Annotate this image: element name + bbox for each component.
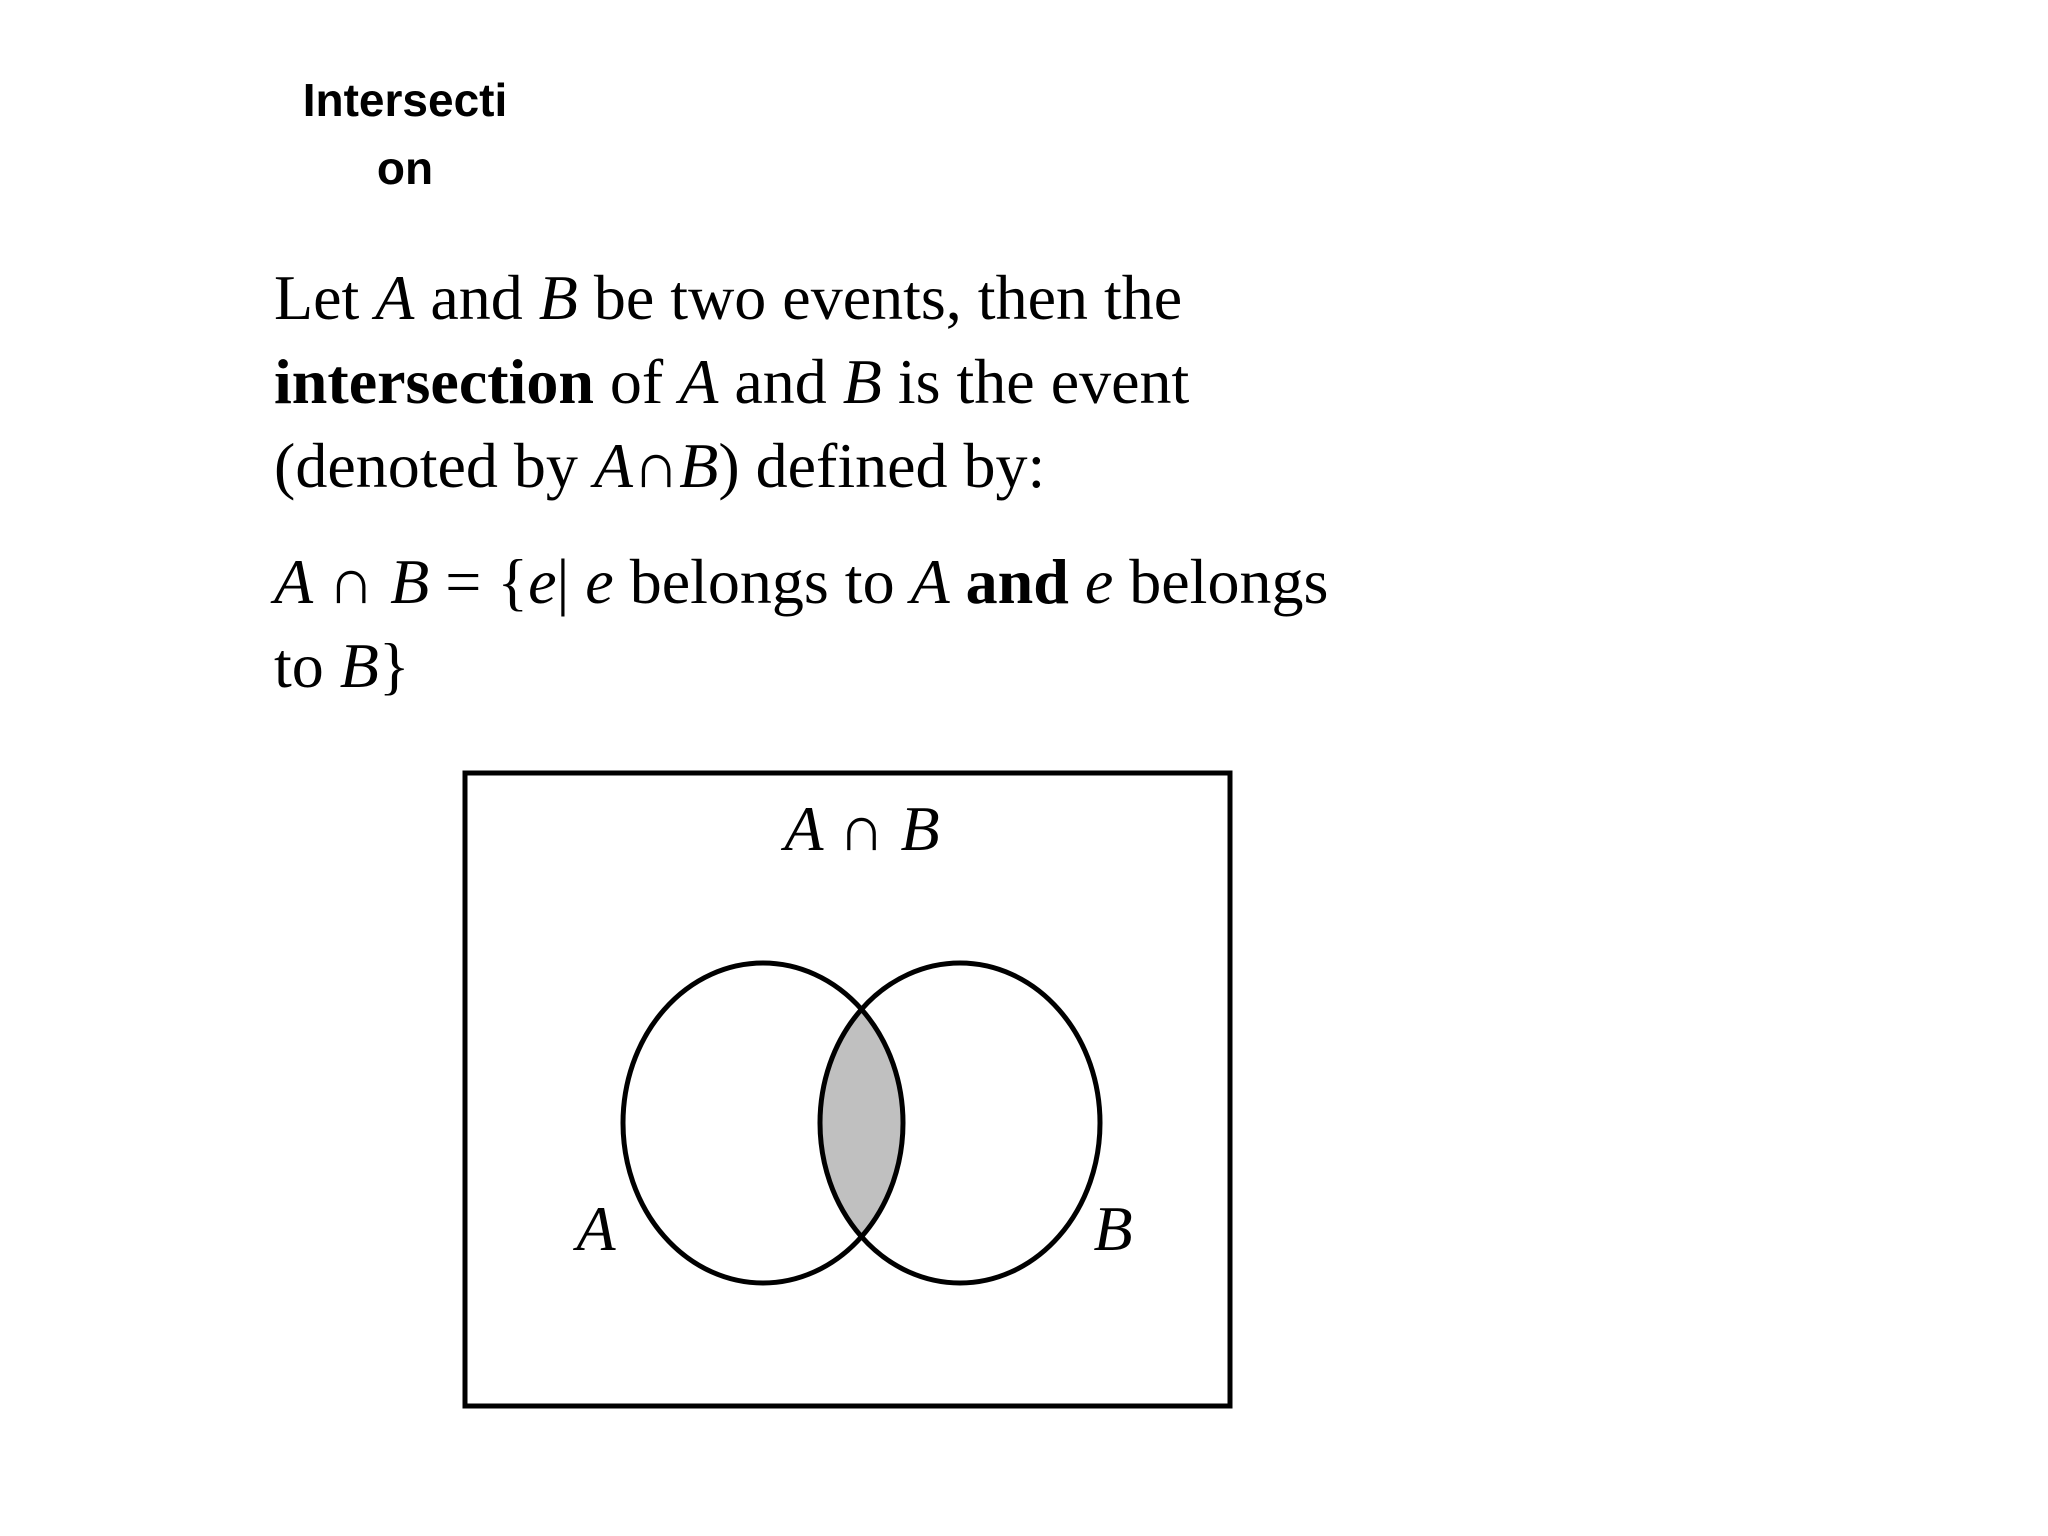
- text-run: and: [414, 262, 539, 333]
- text-run: of: [593, 346, 680, 417]
- event-a-symbol: A: [679, 346, 719, 417]
- event-b-symbol: B: [339, 630, 379, 701]
- text-run: is the event: [881, 346, 1190, 417]
- event-a-symbol: A: [910, 546, 950, 617]
- text-run: Let: [274, 262, 376, 333]
- intersection-caption: A ∩ B: [784, 793, 940, 864]
- slide-title-line-2: on: [376, 142, 434, 194]
- text-run: to: [274, 630, 340, 701]
- text-run: belongs to: [613, 546, 911, 617]
- label-a: A: [576, 1193, 616, 1264]
- formula-lhs: A ∩ B: [274, 546, 430, 617]
- text-run: |: [556, 546, 586, 617]
- label-b: B: [1093, 1193, 1133, 1264]
- text-run: and: [718, 346, 843, 417]
- event-b-symbol: B: [842, 346, 882, 417]
- text-run: be two events, then the: [577, 262, 1183, 333]
- element-symbol: e: [528, 546, 557, 617]
- slide-title-line-1: Intersecti: [302, 74, 508, 126]
- intersection-notation: A∩B: [593, 430, 719, 501]
- text-run: = {: [429, 546, 529, 617]
- text-run: (denoted by: [274, 430, 594, 501]
- and-keyword: and: [949, 546, 1085, 617]
- intersection-term: intersection: [274, 346, 594, 417]
- text-run: belongs: [1113, 546, 1329, 617]
- text-run: ) defined by:: [718, 430, 1046, 501]
- event-a-symbol: A: [375, 262, 415, 333]
- element-symbol: e: [1084, 546, 1114, 617]
- element-symbol: e: [585, 546, 614, 617]
- event-b-symbol: B: [538, 262, 578, 333]
- text-run: }: [378, 630, 410, 701]
